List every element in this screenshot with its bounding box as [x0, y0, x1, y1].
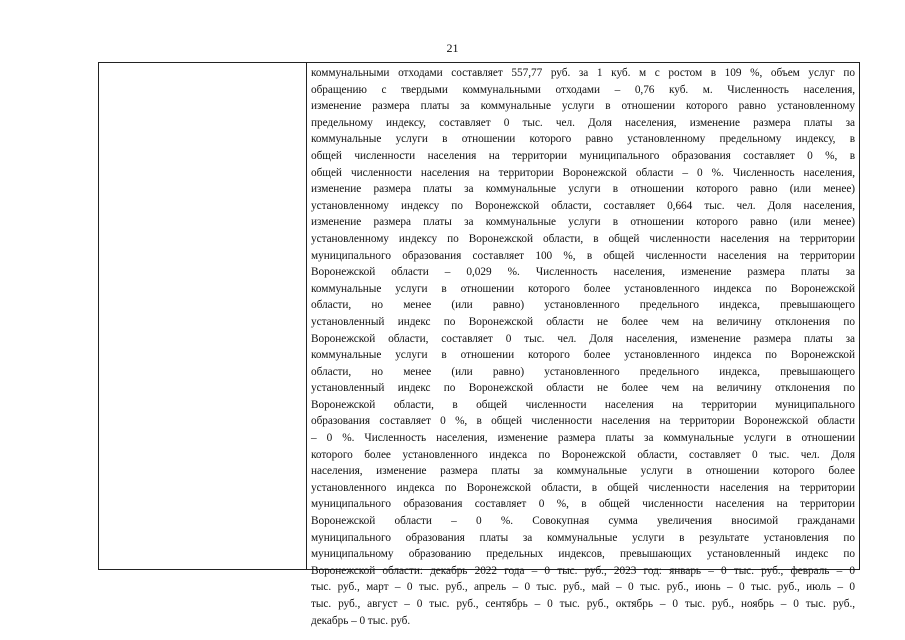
text-line: изменение размера платы за коммунальные услуги в отношении которого равно установленному	[311, 100, 855, 113]
text-line: декабрь – 0 тыс. руб.	[311, 614, 411, 627]
text-line: коммунальные услуги в отношении которого равно установленному предельному индексу, в	[311, 133, 855, 146]
text-line: общей численности населения на территории муниципального образования составляет 0 %, в	[311, 149, 855, 162]
text-line: – 0 %. Численность населения, изменение размера платы за коммунальные услуги в отношении	[311, 432, 855, 445]
text-line: предельному индексу, составляет 0 тыс. чел. Доля населения, изменение размера платы за	[311, 116, 855, 129]
text-line: коммунальные услуги в отношении которого более установленного индекса по Воронежской	[311, 282, 855, 295]
table-cell-right	[307, 63, 859, 627]
text-line: Воронежской области: декабрь 2022 года – 0 тыс. руб., 2023 год: январь – 0 тыс. руб., февраль – 0	[311, 564, 855, 577]
text-line: области, но менее (или равно) установленного предельного индекса, превышающего	[311, 365, 855, 378]
text-line: изменение размера платы за коммунальные услуги в отношении которого равно (или менее)	[311, 183, 855, 196]
text-line: коммунальные услуги в отношении которого более установленного индекса по Воронежской	[311, 349, 855, 362]
text-line: установленного индекса по Воронежской области, в общей численности населения на территории	[311, 481, 855, 494]
text-line: Воронежской области – 0 %. Совокупная сумма увеличения вносимой гражданами	[311, 515, 855, 528]
text-line: установленному индексу по Воронежской области, в общей численности населения на территории	[311, 232, 855, 245]
text-line: Воронежской области, в общей численности населения на территории муниципального	[311, 398, 855, 411]
text-line: Воронежской области, составляет 0 тыс. чел. Доля населения, изменение размера платы за	[311, 332, 855, 345]
text-line: Воронежской области – 0,029 %. Численность населения, изменение размера платы за	[311, 266, 855, 279]
table-cell-left	[99, 63, 307, 569]
text-line: муниципального образования составляет 0 %, в общей численности населения на территории	[311, 498, 855, 511]
text-line: населения, изменение размера платы за коммунальные услуги в отношении которого более	[311, 465, 855, 478]
text-line: муниципального образования платы за коммунальные услуги в результате установления по	[311, 531, 855, 544]
text-line: коммунальными отходами составляет 557,77 руб. за 1 куб. м с ростом в 109 %, объем услуг по	[311, 67, 855, 79]
text-line: общей численности населения на территории Воронежской области – 0 %. Численность населения,	[311, 166, 855, 179]
text-line: обращению с твердыми коммунальными отходами – 0,76 куб. м. Численность населения,	[311, 83, 855, 96]
text-line: муниципальному образованию предельных индексов, превышающих установленный индекс по	[311, 548, 855, 561]
text-line: установленный индекс по Воронежской области не более чем на величину отклонения по	[311, 382, 855, 395]
text-line: тыс. руб., август – 0 тыс. руб., сентябрь – 0 тыс. руб., октябрь – 0 тыс. руб., ноябрь – 0 тыс. руб.,	[311, 598, 855, 610]
page-number: 21	[446, 41, 459, 55]
text-line: тыс. руб., март – 0 тыс. руб., апрель – 0 тыс. руб., май – 0 тыс. руб., июнь – 0 тыс. руб., июль – 0	[311, 581, 855, 594]
text-line: муниципального образования составляет 100 %, в общей численности населения на территории	[311, 249, 855, 262]
text-line: установленный индекс по Воронежской области не более чем на величину отклонения по	[311, 315, 855, 328]
text-line: которого более установленного индекса по Воронежской области, составляет 0 тыс. чел. Доля	[311, 448, 855, 461]
text-line: изменение размера платы за коммунальные услуги в отношении которого равно (или менее)	[311, 216, 855, 229]
document-table	[98, 62, 860, 627]
text-line: области, но менее (или равно) установленного предельного индекса, превышающего	[311, 299, 855, 312]
text-line: установленному индексу по Воронежской области, составляет 0,664 тыс. чел. Доля населения,	[311, 199, 855, 212]
text-line: образования составляет 0 %, в общей численности населения на территории Воронежской области	[311, 415, 855, 428]
